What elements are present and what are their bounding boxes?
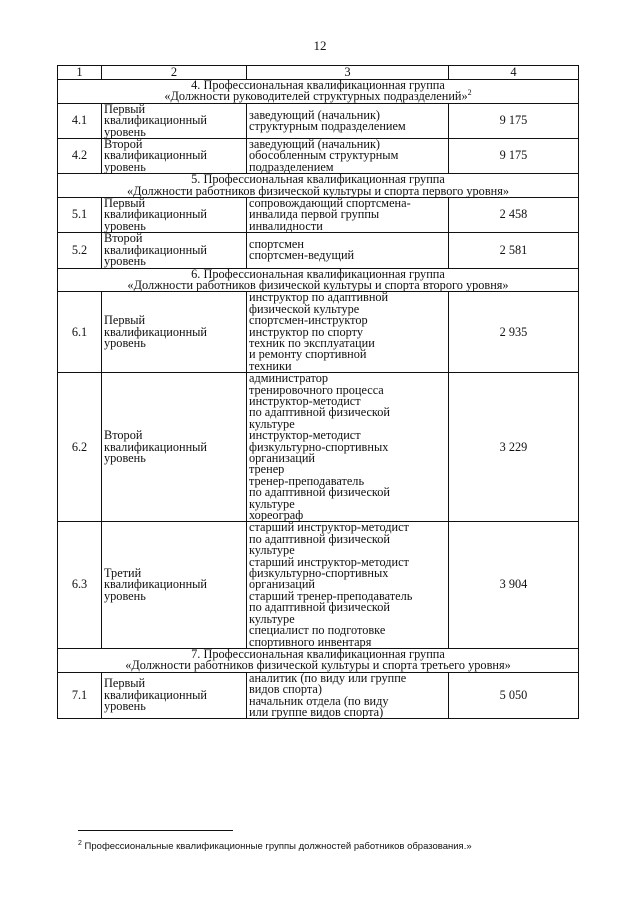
position-line: старший инструктор-методист — [249, 554, 409, 569]
position-list — [247, 373, 449, 522]
column-number: 2 — [102, 66, 247, 80]
group-title-text: «Должности работников физической культуры и спорта второго уровня» — [127, 277, 509, 292]
group-title-text: «Должности руководителей структурных подразделений» — [164, 89, 468, 104]
position-line: специалист по подготовке — [249, 623, 386, 638]
salary-table — [57, 65, 579, 719]
position-line: подразделением — [249, 159, 334, 174]
position-line: инвалидности — [249, 218, 323, 233]
row-number: 5.1 — [58, 198, 102, 233]
position-line: спортсмен-ведущий — [249, 248, 355, 263]
footnote-text: Профессиональные квалификационные группы должностей работников образования.» — [84, 841, 472, 852]
qualification-level — [102, 233, 247, 268]
position-line: техник по эксплуатации — [249, 335, 375, 350]
qualification-level — [102, 292, 247, 373]
position-line: инструктор-методист — [249, 393, 361, 408]
position-line: тренировочного процесса — [249, 382, 384, 397]
qualification-level-line: Первый — [104, 676, 146, 691]
qualification-level-line: Второй — [104, 428, 143, 443]
row-number: 6.1 — [58, 292, 102, 373]
qualification-level-line: уровень — [104, 451, 146, 465]
qualification-level-row — [58, 522, 579, 648]
qualification-level-line: квалификационный — [104, 148, 208, 163]
qualification-level-row — [58, 198, 579, 233]
group-title-text: 7. Профессиональная квалификационная группа — [191, 646, 445, 661]
position-line: заведующий (начальник) — [249, 107, 381, 122]
row-number: 4.1 — [58, 103, 102, 138]
position-line: по адаптивной физической — [249, 600, 391, 615]
qualification-level — [102, 103, 247, 138]
position-line: по адаптивной физической — [249, 531, 391, 546]
position-list — [247, 672, 449, 719]
position-line: видов спорта) — [249, 682, 322, 697]
salary-value: 9 175 — [449, 139, 579, 174]
column-number: 3 — [247, 66, 449, 80]
position-line: техники — [249, 358, 292, 373]
position-line: хореограф — [249, 508, 304, 523]
qualification-level-line: уровень — [104, 699, 146, 714]
row-number: 6.2 — [58, 373, 102, 522]
qualification-level-line: квалификационный — [104, 207, 208, 222]
position-list — [247, 292, 449, 373]
qualification-level-row — [58, 672, 579, 719]
qualification-level-line: Второй — [104, 137, 143, 152]
group-title-text: 4. Профессиональная квалификационная группа — [191, 78, 445, 92]
qualification-level-line: уровень — [104, 124, 146, 139]
position-line: спортивного инвентаря — [249, 634, 372, 649]
qualification-level-line: уровень — [104, 159, 146, 174]
position-line: старший инструктор-методист — [249, 520, 409, 535]
position-line: организаций — [249, 577, 316, 592]
qualification-level — [102, 198, 247, 233]
position-line: инструктор по спорту — [249, 324, 364, 339]
footnote-reference: 2 — [467, 88, 472, 98]
position-line: культуре — [249, 611, 295, 626]
position-line: культуре — [249, 416, 295, 431]
qualification-level-line: квалификационный — [104, 242, 208, 257]
position-line: культуре — [249, 496, 295, 511]
row-number: 6.3 — [58, 522, 102, 648]
group-header-row — [58, 174, 579, 198]
qualification-level — [102, 672, 247, 719]
qualification-level-line: уровень — [104, 218, 146, 233]
qualification-level-line: Первый — [104, 101, 146, 116]
column-number: 1 — [58, 66, 102, 80]
position-line: аналитик (по виду или группе — [249, 670, 407, 685]
qualification-level — [102, 522, 247, 648]
row-number: 4.2 — [58, 139, 102, 174]
group-title-text: «Должности работников физической культуры и спорта третьего уровня» — [125, 658, 511, 673]
qualification-level-line: квалификационный — [104, 324, 208, 339]
qualification-level-line: Первый — [104, 196, 146, 211]
position-line: инвалида первой группы — [249, 207, 380, 222]
group-title — [58, 648, 579, 672]
position-line: тренер-преподаватель — [249, 473, 365, 488]
position-line: организаций — [249, 451, 316, 465]
group-title-text: «Должности работников физической культуры и спорта первого уровня» — [126, 183, 510, 198]
qualification-level-line: Первый — [104, 313, 146, 328]
group-title — [58, 174, 579, 198]
position-line: заведующий (начальник) — [249, 137, 381, 152]
position-list — [247, 522, 449, 648]
salary-value: 2 458 — [449, 198, 579, 233]
position-line: спортсмен-инструктор — [249, 313, 368, 328]
salary-table-body — [58, 66, 579, 719]
qualification-level — [102, 139, 247, 174]
position-line: по адаптивной физической — [249, 405, 391, 420]
position-line: инструктор по адаптивной — [249, 290, 389, 305]
qualification-level-row — [58, 292, 579, 373]
position-line: обособленным структурным — [249, 148, 399, 163]
column-number: 4 — [449, 66, 579, 80]
qualification-level-line: уровень — [104, 588, 146, 603]
salary-value: 3 229 — [449, 373, 579, 522]
position-line: старший тренер-преподаватель — [249, 588, 413, 603]
salary-value: 9 175 — [449, 103, 579, 138]
position-line: культуре — [249, 543, 295, 558]
qualification-level-row — [58, 139, 579, 174]
salary-value: 5 050 — [449, 672, 579, 719]
position-line: по адаптивной физической — [249, 485, 391, 500]
qualification-level-line: квалификационный — [104, 577, 208, 592]
footnote-mark: 2 — [78, 840, 82, 847]
group-title-text: 6. Профессиональная квалификационная группа — [191, 266, 445, 281]
position-list — [247, 139, 449, 174]
position-line: или группе видов спорта) — [249, 704, 384, 719]
group-title-text: 5. Профессиональная квалификационная группа — [191, 172, 445, 187]
position-line: инструктор-методист — [249, 428, 361, 443]
qualification-level-row — [58, 103, 579, 138]
position-line: физкультурно-спортивных — [249, 566, 389, 581]
salary-value: 2 581 — [449, 233, 579, 268]
page-number: 12 — [313, 38, 327, 53]
position-line: структурным подразделением — [249, 118, 406, 133]
footnote — [78, 841, 472, 852]
salary-value: 3 904 — [449, 522, 579, 648]
position-line: физкультурно-спортивных — [249, 439, 389, 454]
footnote-divider — [78, 830, 233, 831]
group-title — [58, 268, 579, 292]
group-title — [58, 80, 579, 104]
qualification-level-row — [58, 233, 579, 268]
salary-value: 2 935 — [449, 292, 579, 373]
group-header-row — [58, 648, 579, 672]
position-list — [247, 103, 449, 138]
row-number: 5.2 — [58, 233, 102, 268]
qualification-level-line: квалификационный — [104, 439, 208, 454]
position-line: и ремонту спортивной — [249, 347, 367, 362]
position-line: физической культуре — [249, 301, 360, 316]
row-number: 7.1 — [58, 672, 102, 719]
qualification-level-line: квалификационный — [104, 113, 208, 128]
qualification-level-line: уровень — [104, 335, 146, 350]
qualification-level-line: Третий — [104, 566, 142, 581]
qualification-level — [102, 373, 247, 522]
qualification-level-line: Второй — [104, 231, 143, 246]
qualification-level-line: квалификационный — [104, 687, 208, 702]
group-header-row — [58, 80, 579, 104]
position-list — [247, 198, 449, 233]
position-line: администратор — [249, 371, 329, 386]
qualification-level-line: уровень — [104, 254, 146, 269]
qualification-level-row — [58, 373, 579, 522]
position-line: спортсмен — [249, 236, 304, 251]
position-line: тренер — [249, 462, 285, 477]
group-title-line — [60, 660, 576, 671]
position-list — [247, 233, 449, 268]
group-header-row — [58, 268, 579, 292]
position-line: начальник отдела (по виду — [249, 693, 389, 708]
position-line: сопровождающий спортсмена- — [249, 196, 411, 211]
